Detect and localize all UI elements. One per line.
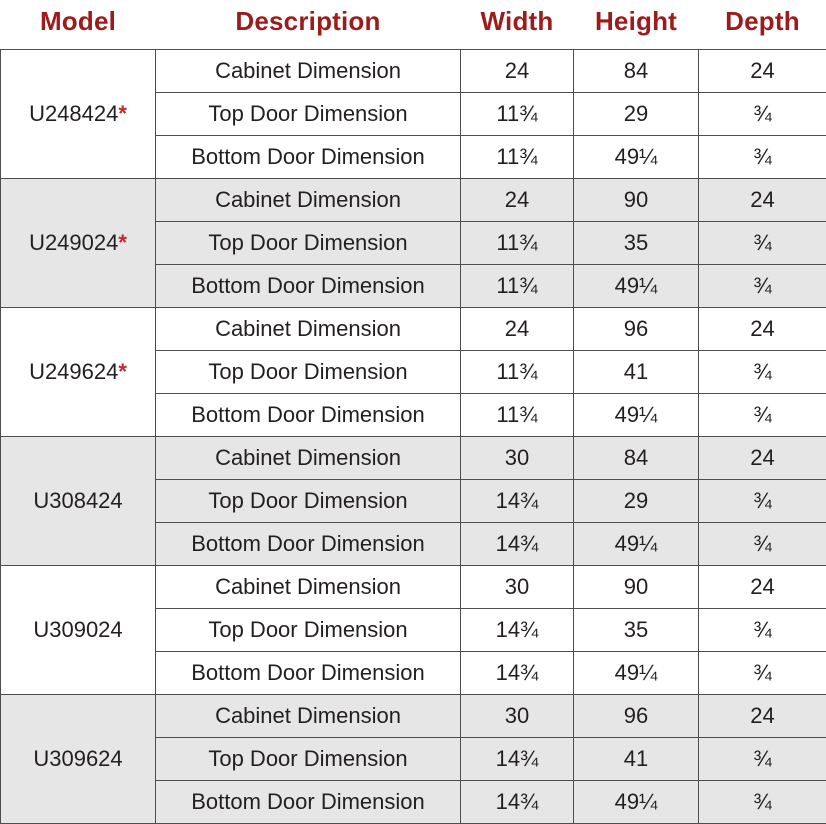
width-cell: 14¾	[461, 523, 574, 566]
height-cell: 84	[574, 437, 699, 480]
depth-cell: ¾	[699, 781, 826, 824]
depth-cell: 24	[699, 308, 826, 351]
height-cell: 49¼	[574, 136, 699, 179]
width-cell: 14¾	[461, 652, 574, 695]
height-cell: 49¼	[574, 652, 699, 695]
model-label: U308424	[33, 488, 122, 513]
height-cell: 41	[574, 738, 699, 781]
depth-cell: ¾	[699, 394, 826, 437]
width-cell: 11¾	[461, 351, 574, 394]
description-cell: Bottom Door Dimension	[156, 136, 461, 179]
table-header	[1, 0, 826, 50]
depth-cell: 24	[699, 50, 826, 93]
description-cell: Top Door Dimension	[156, 738, 461, 781]
model-cell	[1, 437, 156, 566]
width-cell: 11¾	[461, 394, 574, 437]
height-cell: 84	[574, 50, 699, 93]
table-header-row	[1, 0, 826, 50]
model-cell	[1, 308, 156, 437]
table-row	[1, 179, 826, 222]
model-label: U249024	[29, 230, 118, 255]
width-cell: 11¾	[461, 136, 574, 179]
height-cell: 90	[574, 179, 699, 222]
width-cell: 24	[461, 50, 574, 93]
depth-cell: 24	[699, 566, 826, 609]
depth-cell: ¾	[699, 222, 826, 265]
width-cell: 14¾	[461, 738, 574, 781]
model-asterisk: *	[118, 230, 127, 255]
height-cell: 35	[574, 222, 699, 265]
description-cell: Bottom Door Dimension	[156, 394, 461, 437]
height-cell: 96	[574, 308, 699, 351]
height-cell: 41	[574, 351, 699, 394]
description-cell: Top Door Dimension	[156, 93, 461, 136]
model-cell	[1, 566, 156, 695]
table-row	[1, 695, 826, 738]
model-cell	[1, 50, 156, 179]
depth-cell: ¾	[699, 609, 826, 652]
model-label: U309024	[33, 617, 122, 642]
height-cell: 49¼	[574, 781, 699, 824]
height-cell: 49¼	[574, 523, 699, 566]
description-cell: Top Door Dimension	[156, 480, 461, 523]
description-cell: Cabinet Dimension	[156, 695, 461, 738]
description-cell: Cabinet Dimension	[156, 566, 461, 609]
description-cell: Top Door Dimension	[156, 222, 461, 265]
height-cell: 29	[574, 480, 699, 523]
depth-cell: ¾	[699, 523, 826, 566]
depth-cell: 24	[699, 179, 826, 222]
column-header-width: Width	[461, 0, 574, 50]
width-cell: 30	[461, 695, 574, 738]
table-row	[1, 308, 826, 351]
height-cell: 96	[574, 695, 699, 738]
column-header-height: Height	[574, 0, 699, 50]
model-asterisk: *	[118, 101, 127, 126]
width-cell: 24	[461, 308, 574, 351]
description-cell: Top Door Dimension	[156, 351, 461, 394]
width-cell: 11¾	[461, 93, 574, 136]
description-cell: Cabinet Dimension	[156, 437, 461, 480]
depth-cell: ¾	[699, 93, 826, 136]
column-header-depth: Depth	[699, 0, 826, 50]
width-cell: 14¾	[461, 609, 574, 652]
column-header-model: Model	[1, 0, 156, 50]
width-cell: 11¾	[461, 265, 574, 308]
width-cell: 24	[461, 179, 574, 222]
height-cell: 29	[574, 93, 699, 136]
table-row	[1, 437, 826, 480]
model-asterisk: *	[118, 359, 127, 384]
width-cell: 30	[461, 566, 574, 609]
description-cell: Bottom Door Dimension	[156, 652, 461, 695]
depth-cell: ¾	[699, 480, 826, 523]
description-cell: Cabinet Dimension	[156, 50, 461, 93]
width-cell: 14¾	[461, 781, 574, 824]
depth-cell: ¾	[699, 652, 826, 695]
height-cell: 35	[574, 609, 699, 652]
model-cell	[1, 179, 156, 308]
description-cell: Bottom Door Dimension	[156, 523, 461, 566]
depth-cell: ¾	[699, 265, 826, 308]
height-cell: 49¼	[574, 394, 699, 437]
table-row	[1, 566, 826, 609]
model-label: U249624	[29, 359, 118, 384]
depth-cell: ¾	[699, 351, 826, 394]
description-cell: Cabinet Dimension	[156, 308, 461, 351]
description-cell: Top Door Dimension	[156, 609, 461, 652]
depth-cell: 24	[699, 437, 826, 480]
model-cell	[1, 695, 156, 824]
depth-cell: ¾	[699, 136, 826, 179]
table-row	[1, 50, 826, 93]
height-cell: 49¼	[574, 265, 699, 308]
height-cell: 90	[574, 566, 699, 609]
width-cell: 14¾	[461, 480, 574, 523]
width-cell: 30	[461, 437, 574, 480]
model-label: U248424	[29, 101, 118, 126]
depth-cell: 24	[699, 695, 826, 738]
description-cell: Bottom Door Dimension	[156, 781, 461, 824]
description-cell: Bottom Door Dimension	[156, 265, 461, 308]
depth-cell: ¾	[699, 738, 826, 781]
width-cell: 11¾	[461, 222, 574, 265]
model-label: U309624	[33, 746, 122, 771]
table-body	[1, 50, 826, 824]
description-cell: Cabinet Dimension	[156, 179, 461, 222]
column-header-description: Description	[156, 0, 461, 50]
